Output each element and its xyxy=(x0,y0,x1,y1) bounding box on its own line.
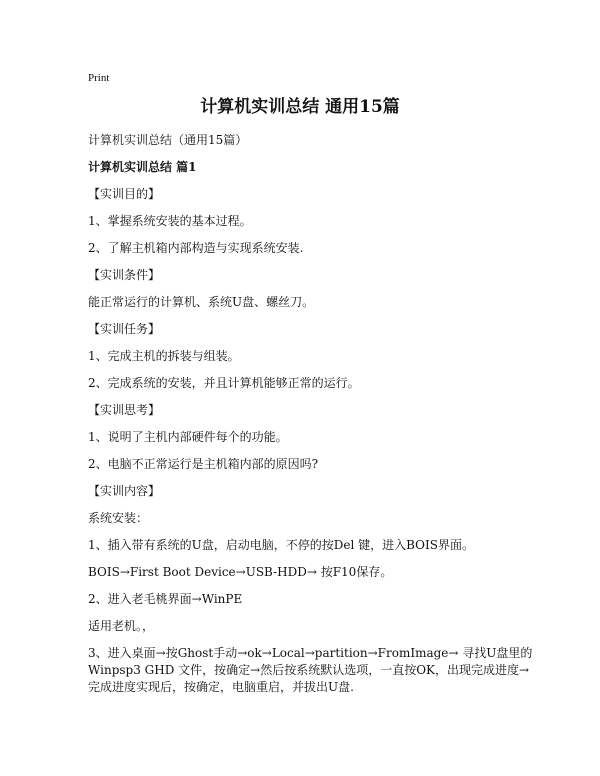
paragraph-line: 2、进入老毛桃界面→WinPE xyxy=(88,592,243,606)
paragraph-line: 1、掌握系统安装的基本过程。 xyxy=(88,214,252,228)
paragraph-line: 1、插入带有系统的U盘，启动电脑，不停的按Del 键，进入BOIS界面。 xyxy=(88,538,474,552)
paragraph-line: 适用老机。， xyxy=(88,619,155,633)
paragraph-line: 2、了解主机箱内部构造与实现系统安装. xyxy=(88,241,304,255)
paragraph-line: 2、电脑不正常运行是主机箱内部的原因吗? xyxy=(88,457,319,471)
subtitle-line: 计算机实训总结（通用15篇） xyxy=(88,133,248,147)
heading-conditions: 【实训条件】 xyxy=(88,268,161,282)
paragraph-line: Winpsp3 GHD 文件，按确定→然后按系统默认选项，一直按OK，出现完成进度→ xyxy=(88,663,530,677)
paragraph-line: 系统安装： xyxy=(88,511,149,525)
paragraph-line: 3、进入桌面→按Ghost手动→ok→Local→partition→FromImage→ 寻找U盘里的 xyxy=(88,646,533,660)
heading-tasks: 【实训任务】 xyxy=(88,322,161,336)
paragraph-line: 完成进度实现后，按确定，电脑重启，并拔出U盘. xyxy=(88,680,354,694)
paragraph-line: 1、说明了主机内部硬件每个的功能。 xyxy=(88,430,288,444)
paragraph-line: 2、完成系统的安装，并且计算机能够正常的运行。 xyxy=(88,376,360,390)
heading-purpose: 【实训目的】 xyxy=(88,187,161,201)
document-title: 计算机实训总结 通用15篇 xyxy=(200,97,400,117)
heading-reflection: 【实训思考】 xyxy=(88,403,161,417)
paragraph-line: 1、完成主机的拆装与组装。 xyxy=(88,349,240,363)
section-heading: 计算机实训总结 篇1 xyxy=(88,160,197,174)
heading-content: 【实训内容】 xyxy=(88,484,161,498)
print-label[interactable]: Print xyxy=(88,72,110,84)
paragraph-line: 能正常运行的计算机、系统U盘、螺丝刀。 xyxy=(88,295,315,309)
paragraph-line: BOIS→First Boot Device→USB-HDD→ 按F10保存。 xyxy=(88,565,393,579)
